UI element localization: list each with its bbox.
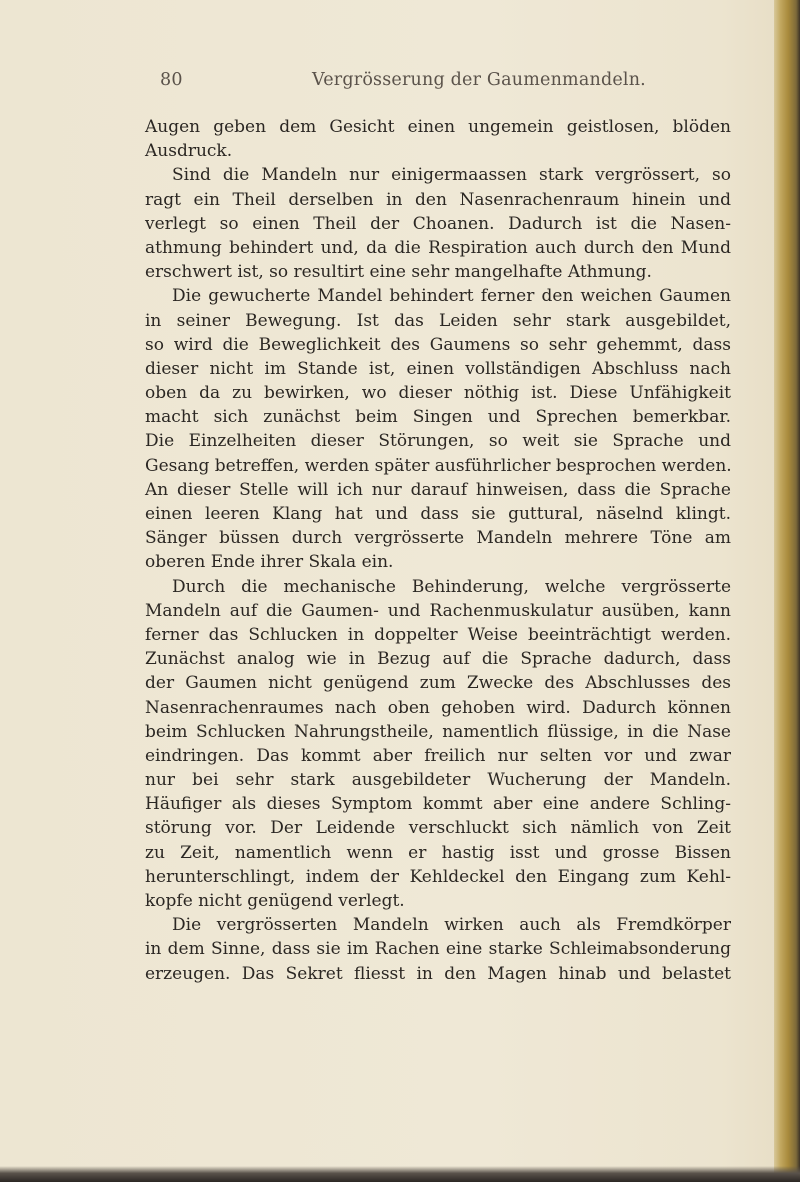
text-line: so wird die Beweglichkeit des Gaumens so sehr gehemmt, dass: [145, 334, 731, 355]
text-line: oberen Ende ihrer Skala ein.: [145, 552, 394, 573]
text-line: dieser nicht im Stande ist, einen vollständigen Abschluss nach: [145, 358, 731, 379]
text-line: Ausdruck.: [145, 141, 233, 162]
text-line: Die Einzelheiten dieser Störungen, so weit sie Sprache und: [145, 431, 731, 452]
text-line: in seiner Bewegung. Ist das Leiden sehr stark ausgebildet,: [145, 310, 731, 331]
text-line: Sind die Mandeln nur einigermaassen stark vergrössert, so: [172, 165, 731, 186]
text-line: in dem Sinne, dass sie im Rachen eine starke Schleimabsonderung: [145, 939, 731, 960]
body-text: [145, 115, 731, 986]
text-line: eindringen. Das kommt aber freilich nur selten vor und zwar: [145, 745, 731, 766]
text-line: Nasenrachenraumes nach oben gehoben wird. Dadurch können: [145, 697, 731, 718]
text-line: Durch die mechanische Behinderung, welche vergrösserte: [172, 576, 731, 597]
text-line: Augen geben dem Gesicht einen ungemein geistlosen, blöden: [145, 117, 731, 137]
text-line: nur bei sehr stark ausgebildeter Wucherung der Mandeln.: [145, 770, 731, 791]
text-line: ferner das Schlucken in doppelter Weise beeinträchtigt werden.: [145, 624, 731, 645]
text-line: einen leeren Klang hat und dass sie guttural, näselnd klingt.: [145, 504, 731, 524]
book-binding-edge: [774, 0, 800, 1182]
text-line: Die vergrösserten Mandeln wirken auch als Fremdkörper: [172, 915, 731, 936]
text-line: Die gewucherte Mandel behindert ferner den weichen Gaumen: [172, 286, 731, 307]
text-line: athmung behindert und, da die Respiration auch durch den Mund: [145, 237, 731, 258]
text-line: macht sich zunächst beim Singen und Sprechen bemerkbar.: [145, 407, 731, 428]
page-bottom-shadow: [0, 1166, 800, 1182]
text-line: Zunächst analog wie in Bezug auf die Sprache dadurch, dass: [145, 649, 731, 670]
text-line: Häufiger als dieses Symptom kommt aber eine andere Schling-: [145, 794, 731, 815]
text-line: Sänger büssen durch vergrösserte Mandeln mehrere Töne am: [145, 528, 731, 549]
text-line: erschwert ist, so resultirt eine sehr mangelhafte Athmung.: [145, 262, 652, 283]
text-line: störung vor. Der Leidende verschluckt sich nämlich von Zeit: [145, 818, 731, 839]
page-number: 80: [160, 70, 183, 90]
text-line: beim Schlucken Nahrungstheile, namentlich flüssige, in die Nase: [145, 721, 731, 742]
text-line: erzeugen. Das Sekret fliesst in den Magen hinab und belastet: [145, 963, 731, 984]
text-line: herunterschlingt, indem der Kehldeckel den Eingang zum Kehl-: [145, 866, 731, 887]
text-line: ragt ein Theil derselben in den Nasenrachenraum hinein und: [145, 189, 731, 210]
text-line: kopfe nicht genügend verlegt.: [145, 891, 405, 911]
text-line: Mandeln auf die Gaumen- und Rachenmuskulatur ausüben, kann: [145, 600, 731, 621]
running-title: Vergrösserung der Gaumenmandeln.: [312, 70, 646, 90]
text-line: oben da zu bewirken, wo dieser nöthig ist. Diese Unfähigkeit: [145, 383, 731, 404]
text-line: An dieser Stelle will ich nur darauf hinweisen, dass die Sprache: [145, 479, 731, 500]
running-header: [150, 70, 800, 96]
text-line: Gesang betreffen, werden später ausführlicher besprochen werden.: [145, 455, 732, 476]
text-line: zu Zeit, namentlich wenn er hastig isst und grosse Bissen: [145, 842, 731, 863]
text-line: verlegt so einen Theil der Choanen. Dadurch ist die Nasen-: [145, 213, 731, 234]
text-line: der Gaumen nicht genügend zum Zwecke des Abschlusses des: [145, 673, 731, 694]
